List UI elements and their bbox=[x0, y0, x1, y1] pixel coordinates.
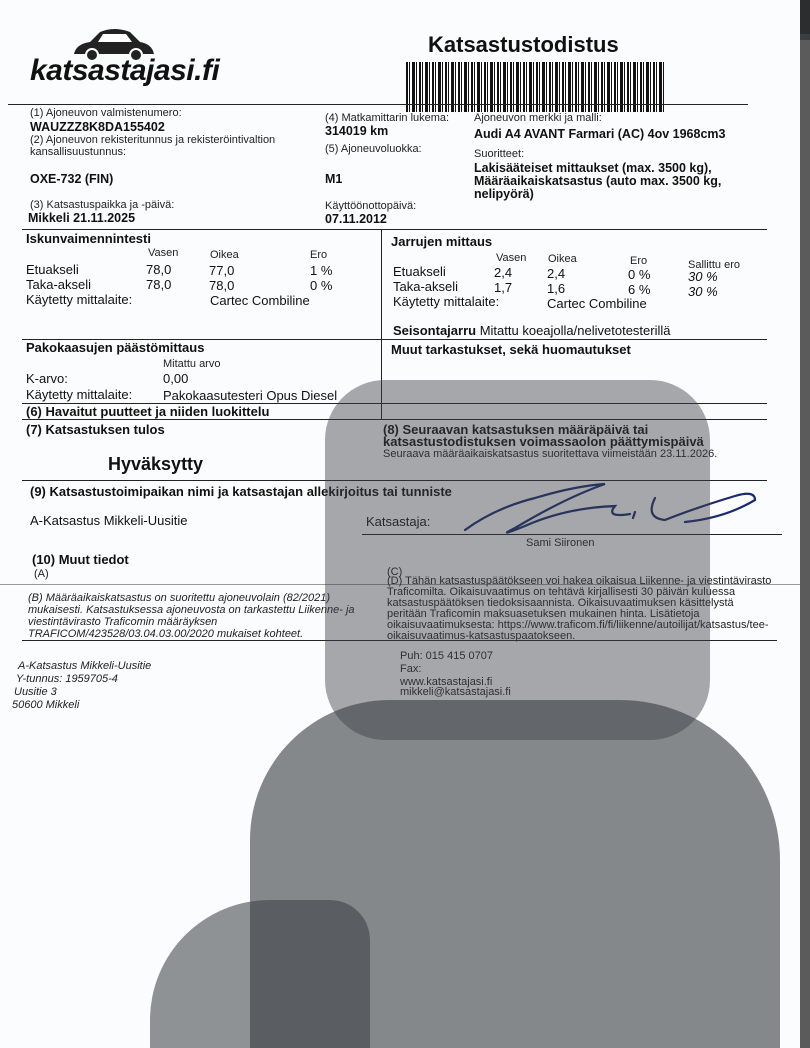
shock-col-right: Oikea bbox=[210, 249, 239, 261]
emissions-device-label: Käytetty mittalaite: bbox=[26, 387, 133, 402]
shock-device: Cartec Combiline bbox=[210, 293, 310, 308]
footer-ytunnus: Y-tunnus: 1959705-4 bbox=[16, 673, 118, 685]
footer-phone: Puh: 015 415 0707 bbox=[400, 650, 493, 662]
shock-row-name: Taka-akseli bbox=[26, 277, 92, 292]
shock-col-diff: Ero bbox=[310, 249, 328, 261]
logo-text: katsastajasi.fi bbox=[30, 54, 220, 87]
footer-email: mikkeli@katsastajasi.fi bbox=[400, 686, 511, 698]
brakes-row-allowed: 30 % bbox=[688, 269, 718, 284]
emissions-title: Pakokaasujen päästömittaus bbox=[26, 340, 205, 355]
defects-title: (6) Havaitut puutteet ja niiden luokittelu bbox=[26, 404, 270, 419]
result-title: (7) Katsastuksen tulos bbox=[26, 422, 165, 437]
brakes-row-right: 2,4 bbox=[547, 266, 566, 281]
shock-col-left: Vasen bbox=[148, 247, 179, 259]
emissions-device: Pakokaasutesteri Opus Diesel bbox=[163, 388, 338, 403]
document-title: Katsastustodistus bbox=[428, 32, 619, 57]
shock-row-left: 78,0 bbox=[146, 262, 172, 277]
odometer-label: (4) Matkamittarin lukema: bbox=[325, 112, 450, 124]
brakes-row-diff: 0 % bbox=[628, 267, 651, 282]
class-value: M1 bbox=[325, 172, 343, 186]
parking-brake-value: Mitattu koeajolla/nelivetotesterillä bbox=[479, 323, 671, 338]
performed-value: Lakisääteiset mittaukset (max. 3500 kg), Määräaikaiskatsastus (auto max. 3500 kg, nelipyörä) bbox=[474, 161, 722, 201]
inspector-label: Katsastaja: bbox=[366, 514, 431, 529]
brakes-device: Cartec Combiline bbox=[547, 296, 647, 311]
make-value: Audi A4 AVANT Farmari (AC) 4ov 1968cm3 bbox=[474, 127, 726, 141]
emissions-measured-label: Mitattu arvo bbox=[163, 358, 221, 370]
photo-shadow bbox=[150, 900, 370, 1048]
first-use-value: 07.11.2012 bbox=[325, 212, 387, 226]
k-value: 0,00 bbox=[163, 371, 189, 386]
vin-value: WAUZZZ8K8DA155402 bbox=[30, 120, 165, 134]
brakes-col-right: Oikea bbox=[548, 253, 577, 265]
footer-fax: Fax: bbox=[400, 663, 422, 675]
brakes-row-allowed: 30 % bbox=[688, 284, 718, 299]
misc-b-text: (B) Määräaikaiskatsastus on suoritettu ajoneuvolain (82/2021) mukaisesti. Katsastuksessa ajoneuvosta on tarkastettu Liikenne- ja viestintävirasto Traficomin määräyksen TRAFICOM/423528/03.04.03.00/2020 mukaiset kohteet. bbox=[28, 592, 355, 640]
class-label: (5) Ajoneuvoluokka: bbox=[325, 143, 422, 155]
brakes-device-label: Käytetty mittalaite: bbox=[393, 294, 500, 309]
inspector-name: Sami Siironen bbox=[526, 537, 595, 549]
brakes-row-left: 2,4 bbox=[494, 265, 513, 280]
place-label: (3) Katsastuspaikka ja -päivä: bbox=[30, 199, 175, 211]
brakes-row-right: 1,6 bbox=[547, 281, 566, 296]
next-inspection-text: Seuraava määräaikaiskatsastus suoritettava viimeistään 23.11.2026. bbox=[383, 448, 718, 460]
vin-label: (1) Ajoneuvon valmistenumero: bbox=[30, 107, 182, 119]
misc-title: (10) Muut tiedot bbox=[32, 552, 129, 567]
other-checks-title: Muut tarkastukset, sekä huomautukset bbox=[391, 342, 631, 357]
misc-c: (C) bbox=[387, 566, 403, 578]
place-value: Mikkeli 21.11.2025 bbox=[28, 211, 136, 225]
footer-web: www.katsastajasi.fi bbox=[400, 676, 493, 688]
shock-title: Iskunvaimennintesti bbox=[26, 231, 151, 246]
station-name: A-Katsastus Mikkeli-Uusitie bbox=[30, 513, 188, 528]
shock-row-right: 78,0 bbox=[209, 278, 235, 293]
footer-city: 50600 Mikkeli bbox=[12, 699, 80, 711]
brakes-row-name: Etuakseli bbox=[393, 264, 446, 279]
brakes-row-diff: 6 % bbox=[628, 282, 651, 297]
reg-label: (2) Ajoneuvon rekisteritunnus ja rekisteröintivaltion kansallisuustunnus: bbox=[30, 134, 276, 158]
brakes-row-left: 1,7 bbox=[494, 280, 513, 295]
footer-street: Uusitie 3 bbox=[14, 686, 57, 698]
divider bbox=[8, 104, 748, 105]
reg-value: OXE-732 (FIN) bbox=[30, 172, 114, 186]
brakes-col-allowed: Sallittu ero bbox=[688, 259, 740, 271]
parking-brake-label: Seisontajarru bbox=[393, 323, 477, 338]
first-use-label: Käyttöönottopäivä: bbox=[325, 200, 417, 212]
divider bbox=[22, 229, 767, 230]
shock-row-name: Etuakseli bbox=[26, 262, 79, 277]
misc-d-text: (D) Tähän katsastuspäätökseen voi hakea oikaisua Liikenne- ja viestintävirasto Traficomilta. Oikaisuvaatimus on tehtävä kirjallisesti 30 päivän kuluessa katsastuspäätöksen tiedoksisaannista. Oikaisuvaatimuksen käsittelystä peritään Traficomin maksuasetuksen mukainen hinta. Lisätietoja oikaisuvaatimuksesta: https://www.traficom.fi/fi/liikenne/autoilijat/katsastus/tee-oikaisuvaatimus-katsastuspaatokseen. bbox=[387, 575, 772, 642]
shock-row-diff: 0 % bbox=[310, 278, 333, 293]
result-value: Hyväksytty bbox=[108, 454, 204, 474]
brakes-col-left: Vasen bbox=[496, 252, 527, 264]
k-value-label: K-arvo: bbox=[26, 371, 68, 386]
brakes-title: Jarrujen mittaus bbox=[391, 234, 493, 249]
station-title: (9) Katsastustoimipaikan nimi ja katsastajan allekirjoitus tai tunniste bbox=[30, 484, 452, 499]
footer-company: A-Katsastus Mikkeli-Uusitie bbox=[18, 660, 152, 672]
odometer-value: 314019 km bbox=[325, 124, 389, 138]
shock-row-left: 78,0 bbox=[146, 277, 172, 292]
performed-label: Suoritteet: bbox=[474, 148, 525, 160]
brakes-col-diff: Ero bbox=[630, 255, 648, 267]
misc-a: (A) bbox=[34, 568, 49, 580]
brakes-row-name: Taka-akseli bbox=[393, 279, 459, 294]
next-inspection-title: (8) Seuraavan katsastuksen määräpäivä tai katsastustodistuksen voimassaolon päättymispäivä bbox=[383, 422, 704, 449]
shock-row-right: 77,0 bbox=[209, 263, 235, 278]
shock-device-label: Käytetty mittalaite: bbox=[26, 292, 133, 307]
make-label: Ajoneuvon merkki ja malli: bbox=[474, 112, 602, 124]
photo-shadow bbox=[325, 380, 710, 740]
shock-row-diff: 1 % bbox=[310, 263, 333, 278]
